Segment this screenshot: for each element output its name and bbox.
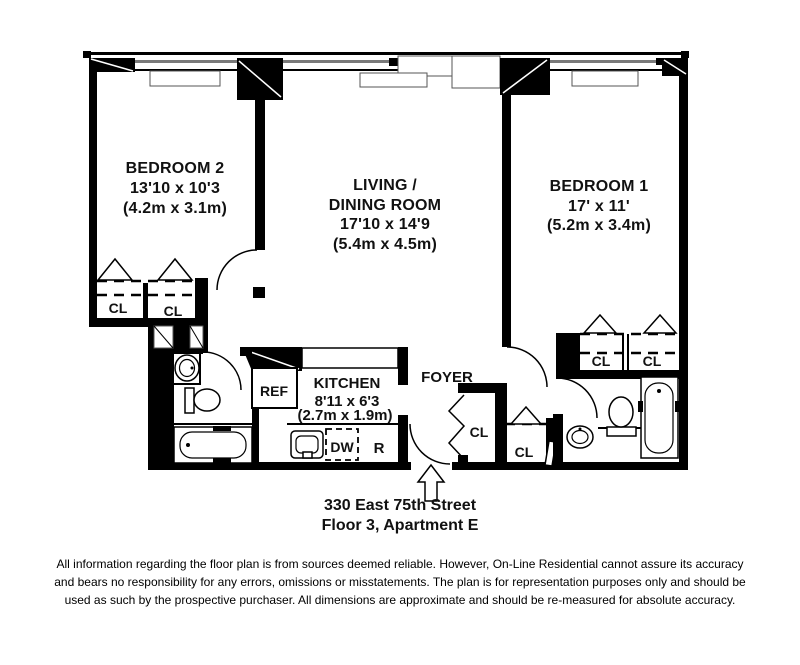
grab-bar (638, 401, 643, 412)
bath-right-west-wall (553, 414, 563, 462)
disclaimer-line-3: used as such by the prospective purchaser. All dimensions are approximate and should be re-measured for absolute accuracy. (64, 593, 736, 607)
foyer-closet-accordion-door (449, 395, 464, 459)
hanger-icon (584, 315, 616, 333)
grab-bar (675, 401, 680, 412)
bedroom1-dims-m: (5.2m x 3.4m) (547, 217, 651, 234)
tub-drain-dot (657, 389, 661, 393)
sink-nook-wall (174, 383, 201, 385)
hanger-icon (511, 407, 541, 424)
living-dims-ft: 17'10 x 14'9 (339, 216, 431, 233)
toilet-tank (607, 427, 636, 436)
bedroom2-dims-ft: 13'10 x 10'3 (129, 180, 221, 197)
disclaimer-line-2: and bears no responsibility for any errors, omissions or misstatements. The plan is for representation purposes only and should be (54, 575, 746, 589)
closet-label: CL (163, 303, 183, 319)
grab-bar (213, 458, 231, 463)
kitchen-east-wall-upper (398, 347, 408, 385)
tub-drain-dot (186, 443, 190, 447)
facade-cap-right (681, 51, 689, 58)
entry-door-swing (410, 424, 450, 464)
bathroom-right (553, 377, 680, 462)
window-sill (360, 73, 427, 87)
closet-label: CL (642, 353, 662, 369)
foyer-label: FOYER (421, 369, 473, 386)
toilet-tank (185, 388, 194, 413)
window-sill (150, 71, 220, 86)
closet-label: CL (591, 353, 611, 369)
window-band (89, 56, 688, 100)
address-line-2: Floor 3, Apartment E (321, 517, 479, 534)
bedroom2-label: BEDROOM 2 (125, 160, 225, 177)
bath-left-thick-wall (148, 350, 174, 470)
facade-line (85, 52, 689, 55)
closet-label: CL (108, 300, 128, 316)
facade-cap-left (83, 51, 91, 58)
bedroom2-closet-right-wall (195, 278, 208, 323)
bath-left-top-wall (174, 350, 203, 354)
kitchen-east-wall-lower (398, 415, 408, 462)
window-bedroom1 (550, 60, 658, 63)
bathroom-left (174, 347, 252, 463)
closet-label: CL (469, 424, 489, 440)
hanger-icon (644, 315, 676, 333)
living-dims-m: (5.4m x 4.5m) (333, 236, 437, 253)
disclaimer-line-1: All information regarding the floor plan is from sources deemed reliable. However, On-Line Residential cannot assure its accuracy (56, 557, 744, 571)
tub-alcove-wall (174, 423, 252, 425)
disclaimer (54, 557, 746, 607)
bottom-wall-right (452, 462, 688, 470)
kitchen-dims-m: (2.7m x 1.9m) (297, 407, 393, 424)
bedroom1-closet-divider (627, 334, 629, 372)
room-labels (109, 160, 662, 460)
kitchen-sink-base (303, 452, 312, 458)
dishwasher-label: DW (330, 439, 354, 455)
window-sill (572, 71, 638, 86)
address-line-1: 330 East 75th Street (323, 497, 477, 514)
closet-label: CL (514, 444, 534, 460)
window-mullion (389, 58, 398, 66)
bedroom2-dims-m: (4.2m x 3.1m) (123, 200, 227, 217)
hanger-icon (158, 259, 192, 280)
bedroom2-wall-stub (253, 287, 265, 298)
range-label: R (373, 440, 385, 457)
bedroom2-closet-divider (143, 283, 148, 318)
address-block (322, 497, 479, 534)
bedroom1-closet-divider (622, 334, 624, 372)
faucet-dot (579, 428, 582, 431)
bedroom1-label: BEDROOM 1 (549, 178, 649, 195)
bedroom2-door-swing (217, 250, 257, 290)
window-mullion (656, 58, 663, 65)
bathroom-left-door-swing (203, 352, 241, 390)
grab-bar (213, 426, 231, 431)
toilet-icon (609, 397, 633, 427)
left-wall (89, 58, 97, 324)
bedroom1-dims-ft: 17' x 11' (568, 198, 630, 215)
right-wall (679, 58, 688, 470)
living-label-2: DINING ROOM (328, 197, 442, 214)
hanger-icon (98, 259, 132, 280)
kitchen-passthrough-counter (302, 348, 398, 368)
living-label-1: LIVING / (353, 177, 417, 194)
kitchen-dims-ft: 8'11 x 6'3 (314, 393, 380, 410)
bedroom1-door-swing (507, 347, 547, 387)
kitchen-label: KITCHEN (313, 375, 381, 392)
living-bedroom1-wall (502, 95, 511, 347)
entry-arrow-icon (418, 465, 444, 501)
bedroom2-east-wall (255, 100, 265, 250)
refrigerator-label: REF (260, 383, 288, 399)
window-bedroom2 (135, 60, 237, 63)
faucet-dot (191, 367, 194, 370)
window-bay-box (452, 56, 500, 88)
toilet-icon (194, 389, 220, 411)
bathroom-right-door-swing (557, 378, 597, 418)
bath-left-wall-jog (240, 347, 252, 356)
